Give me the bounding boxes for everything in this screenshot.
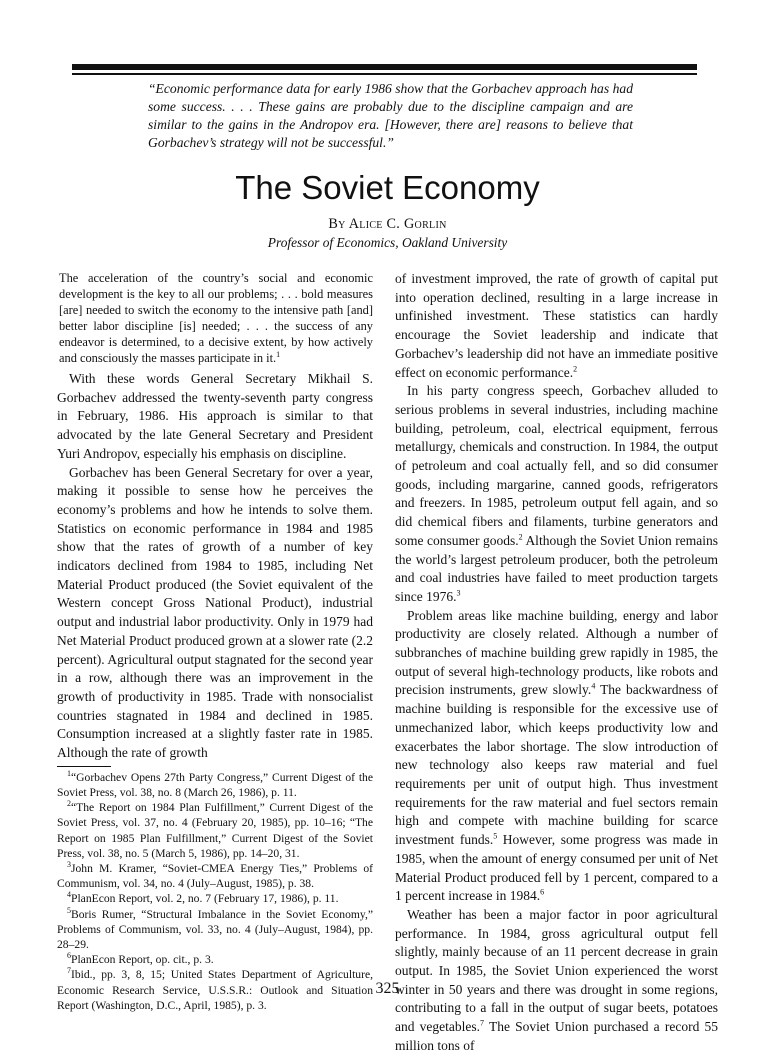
footnote-number: 5 <box>67 905 71 915</box>
footnote-text: John M. Kramer, “Soviet-CMEA Energy Ties,” Problems of Communism, vol. 34, no. 4 (July–August, 1985), p. 38. <box>57 861 373 891</box>
byline: By Alice C. Gorlin <box>328 216 447 232</box>
footnote <box>57 800 373 861</box>
top-rule-thick <box>72 64 697 70</box>
footnote <box>57 907 373 953</box>
left-column <box>57 270 373 1013</box>
footnote-text: PlanEcon Report, op. cit., p. 3. <box>71 953 214 967</box>
paragraph-text: of investment improved, the rate of growth of capital put into operation declined, resulting in a large increase in unfinished investment. These statistics can hardly encourage the Soviet leadership and indicate that Gorbachev’s leadership did not have an immediate positive effect on economic performance. <box>395 271 718 380</box>
footnote-number: 4 <box>67 890 71 900</box>
footnote-ref: 2 <box>518 532 523 542</box>
footnote <box>57 861 373 891</box>
footnote-ref: 4 <box>591 681 596 691</box>
paragraph-text: However, some progress was made in 1985, when the amount of energy consumed per unit of Net Material Product produced fell by 1 percent, compared to a 1 percent increase in 1984. <box>395 832 719 904</box>
footnote-ref: 3 <box>456 588 461 598</box>
footnote-number: 3 <box>67 860 71 870</box>
footnote-text: Boris Rumer, “Structural Imbalance in the Soviet Economy,” Problems of Communism, vol. 33, no. 4 (July–August, 1984), pp. 28–29. <box>57 907 373 951</box>
footnote-number: 1 <box>67 768 71 778</box>
paragraph-text: In his party congress speech, Gorbachev alluded to serious problems in several industries, including machine building, petroleum, coal, electrical equipment, ferrous metallurgy, chemicals and construction. In 1984, the output of petroleum and coal actually fell, and so did consumer goods, including margarine, canned goods, refrigerators and freezers. In 1985, petroleum output fell again, and so did chemical fibers and filaments, turbine generators and some consumer goods. <box>395 383 718 548</box>
footnote-text: “The Report on 1984 Plan Fulfillment,” Current Digest of the Soviet Press, vol. 37, no. 4 (February 20, 1985), pp. 10–16; “The Report on 1985 Plan Fulfillment,” Current Digest of the Soviet Press, vol. 38, no. 5 (March 5, 1986), pp. 14–20, 31. <box>57 801 373 860</box>
footnote-number: 2 <box>67 799 71 809</box>
right-column <box>395 270 718 1056</box>
footnote <box>57 891 373 906</box>
paragraph-text: Weather has been a major factor in poor agricultural performance. In 1984, gross agricultural output fell slightly, mainly because of an 11 percent decrease in grain output. In 1985, the Soviet Union experienced the worst winter in 50 years and there was drought in some regions, contributing to a fall in the output of sugar beets, potatoes and vegetables. <box>395 906 718 1035</box>
footnote-ref: 1 <box>276 349 281 359</box>
footnote-number: 6 <box>67 951 71 961</box>
footnote-rule <box>57 766 111 767</box>
footnote-ref: 2 <box>573 364 578 374</box>
footnote-text: PlanEcon Report, vol. 2, no. 7 (February 17, 1986), p. 11. <box>71 892 339 906</box>
article-title: The Soviet Economy <box>235 169 540 206</box>
block-quote-text: The acceleration of the country’s social and economic development is the key to all our problems; . . . bold measures [are] needed to switch the economy to the intensive path [and] better labor discipline [is] needed; . . . the success of any endeavor is determined, to a decisive extent, by how actively and consciously the masses participate in it. <box>59 271 373 365</box>
paragraph-text: The Soviet Union purchased a record 55 million tons of <box>395 1019 719 1053</box>
author-affiliation: Professor of Economics, Oakland University <box>267 235 508 250</box>
body-paragraph <box>395 607 718 906</box>
footnote-number: 7 <box>67 966 71 976</box>
footnote-text: Ibid., pp. 3, 8, 15; United States Department of Agriculture, Economic Research Service, U.S.S.R.: Outlook and Situation Report (Washington, D.C., April, 1985), p. 3. <box>57 968 373 1012</box>
epigraph: “Economic performance data for early 1986 show that the Gorbachev approach has had some success. . . . These gains are probably due to the discipline campaign and are similar to the gains in the Andropov era. [However, there are] reasons to believe that Gorbachev’s strategy will not be successful.” <box>148 81 633 150</box>
body-paragraph: Gorbachev has been General Secretary for over a year, making it possible to sense how he perceives the economy’s problems and how he intends to solve them. Statistics on economic performance in 1984 and 1985 show that the rates of growth of a number of key indicators declined from 1984 to 1985, including Net Material Product produced (the Soviet equivalent of the Western concept Gross National Product), industrial output and industrial labor productivity. Only in 1979 had Net Material Product produced grown at a slower rate (2.2 percent). Agricultural output stagnated for the second year in a row, although there was an improvement in the growth of productivity in 1985. Trade with nonsocialist countries stagnated in 1984 and declined in 1985. Consumption increased at a slightly faster rate in 1985. Although the rate of growth <box>57 464 373 761</box>
paragraph-text: The backwardness of machine building is responsible for the excessive use of unmechanized labor, which keeps productivity low and exacerbates the labor shortage. The slow introduction of new technology also keeps raw material and fuel requirements per unit of output high. Thus investment requirements for the raw material and fuel sectors remain high and compete with machine building for scarce investment funds. <box>395 682 718 848</box>
footnote-ref: 5 <box>493 831 498 841</box>
footnote-text: “Gorbachev Opens 27th Party Congress,” Current Digest of the Soviet Press, vol. 38, no. 8 (March 26, 1986), p. 11. <box>57 770 373 799</box>
footnote-ref: 7 <box>480 1018 485 1028</box>
paragraph-text: Although the Soviet Union remains the world’s largest petroleum producer, both the petroleum and coal industries have failed to meet production targets since 1976. <box>395 532 718 604</box>
block-quote <box>57 270 373 366</box>
footnote <box>57 770 373 800</box>
footnote-ref: 6 <box>540 887 545 897</box>
body-paragraph: With these words General Secretary Mikhail S. Gorbachev addressed the twenty-seventh party congress in February, 1986. His approach is similar to that advocated by the late General Secretary and President Yuri Andropov, especially his emphasis on discipline. <box>57 371 373 461</box>
footnote <box>57 952 373 967</box>
page-number: 325 <box>375 980 400 997</box>
body-paragraph <box>395 382 718 606</box>
paragraph-text: Problem areas like machine building, energy and labor productivity are closely related. Although a number of subbranches of machine building grew rapidly in 1985, the output of several high-technology products, like robots and precision instruments, grew slowly. <box>395 607 718 698</box>
top-rule-thin <box>72 73 697 75</box>
body-paragraph <box>395 270 718 382</box>
